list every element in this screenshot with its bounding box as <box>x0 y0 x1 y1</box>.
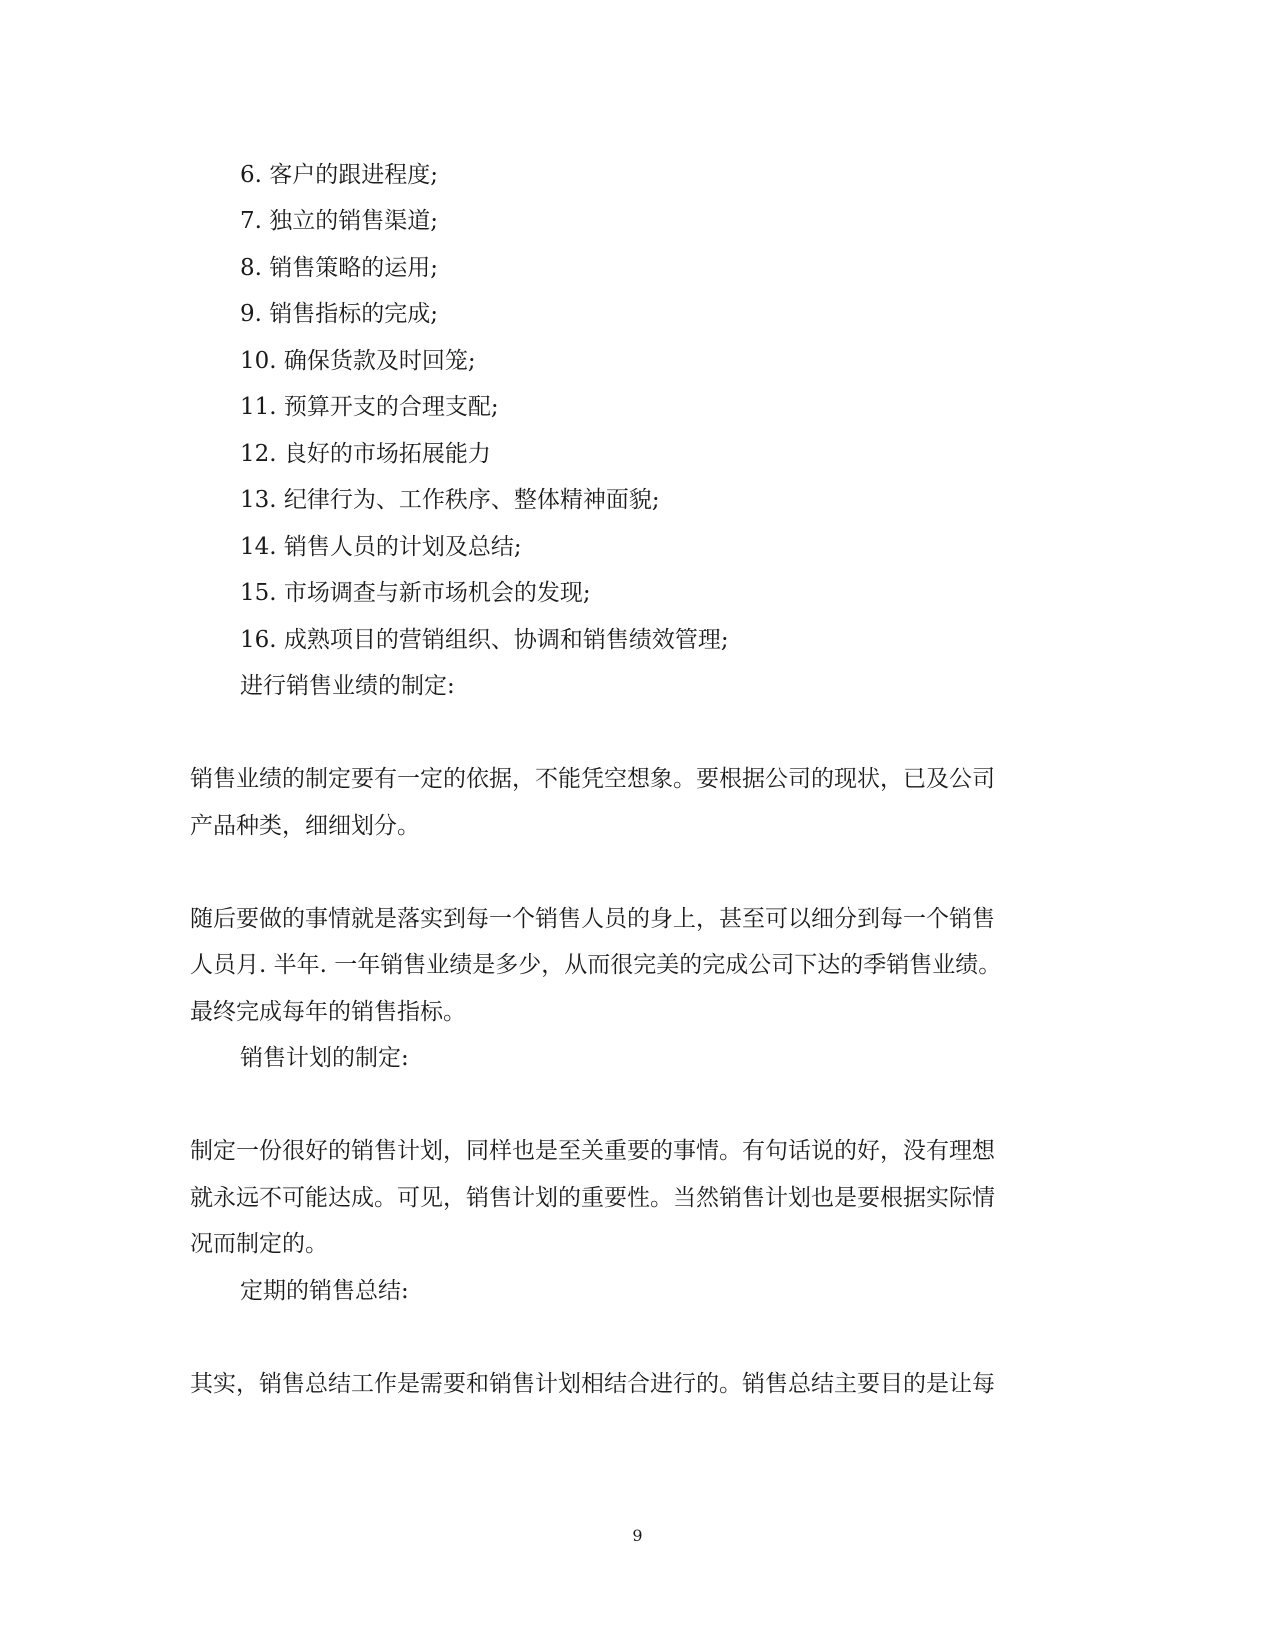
section-heading: 定期的销售总结: <box>240 1278 409 1304</box>
section-heading: 销售计划的制定: <box>240 1045 409 1071</box>
list-item: 7. 独立的销售渠道; <box>240 208 439 234</box>
paragraph-line: 人员月. 半年. 一年销售业绩是多少，从而很完美的完成公司下达的季销售业绩。 <box>190 952 1002 978</box>
list-item: 10. 确保货款及时回笼; <box>240 348 476 374</box>
list-item: 15. 市场调查与新市场机会的发现; <box>240 580 591 606</box>
paragraph-line: 况而制定的。 <box>190 1231 328 1257</box>
paragraph-line: 制定一份很好的销售计划，同样也是至关重要的事情。有句话说的好，没有理想 <box>190 1138 995 1164</box>
paragraph-line: 其实，销售总结工作是需要和销售计划相结合进行的。销售总结主要目的是让每 <box>190 1371 995 1397</box>
paragraph-line: 就永远不可能达成。可见，销售计划的重要性。当然销售计划也是要根据实际情 <box>190 1185 995 1211</box>
list-item: 6. 客户的跟进程度; <box>240 162 439 188</box>
list-item: 11. 预算开支的合理支配; <box>240 394 499 420</box>
list-item: 16. 成熟项目的营销组织、协调和销售绩效管理; <box>240 627 729 653</box>
paragraph-line: 最终完成每年的销售指标。 <box>190 999 466 1025</box>
page-number: 9 <box>632 1526 643 1545</box>
list-item: 12. 良好的市场拓展能力 <box>240 441 491 467</box>
paragraph-line: 产品种类，细细划分。 <box>190 813 420 839</box>
list-item: 13. 纪律行为、工作秩序、整体精神面貌; <box>240 487 660 513</box>
section-heading: 进行销售业绩的制定: <box>240 673 455 699</box>
list-item: 9. 销售指标的完成; <box>240 301 439 327</box>
paragraph-line: 随后要做的事情就是落实到每一个销售人员的身上，甚至可以细分到每一个销售 <box>190 906 995 932</box>
list-item: 8. 销售策略的运用; <box>240 255 439 281</box>
list-item: 14. 销售人员的计划及总结; <box>240 534 522 560</box>
paragraph-line: 销售业绩的制定要有一定的依据，不能凭空想象。要根据公司的现状，已及公司 <box>190 766 995 792</box>
